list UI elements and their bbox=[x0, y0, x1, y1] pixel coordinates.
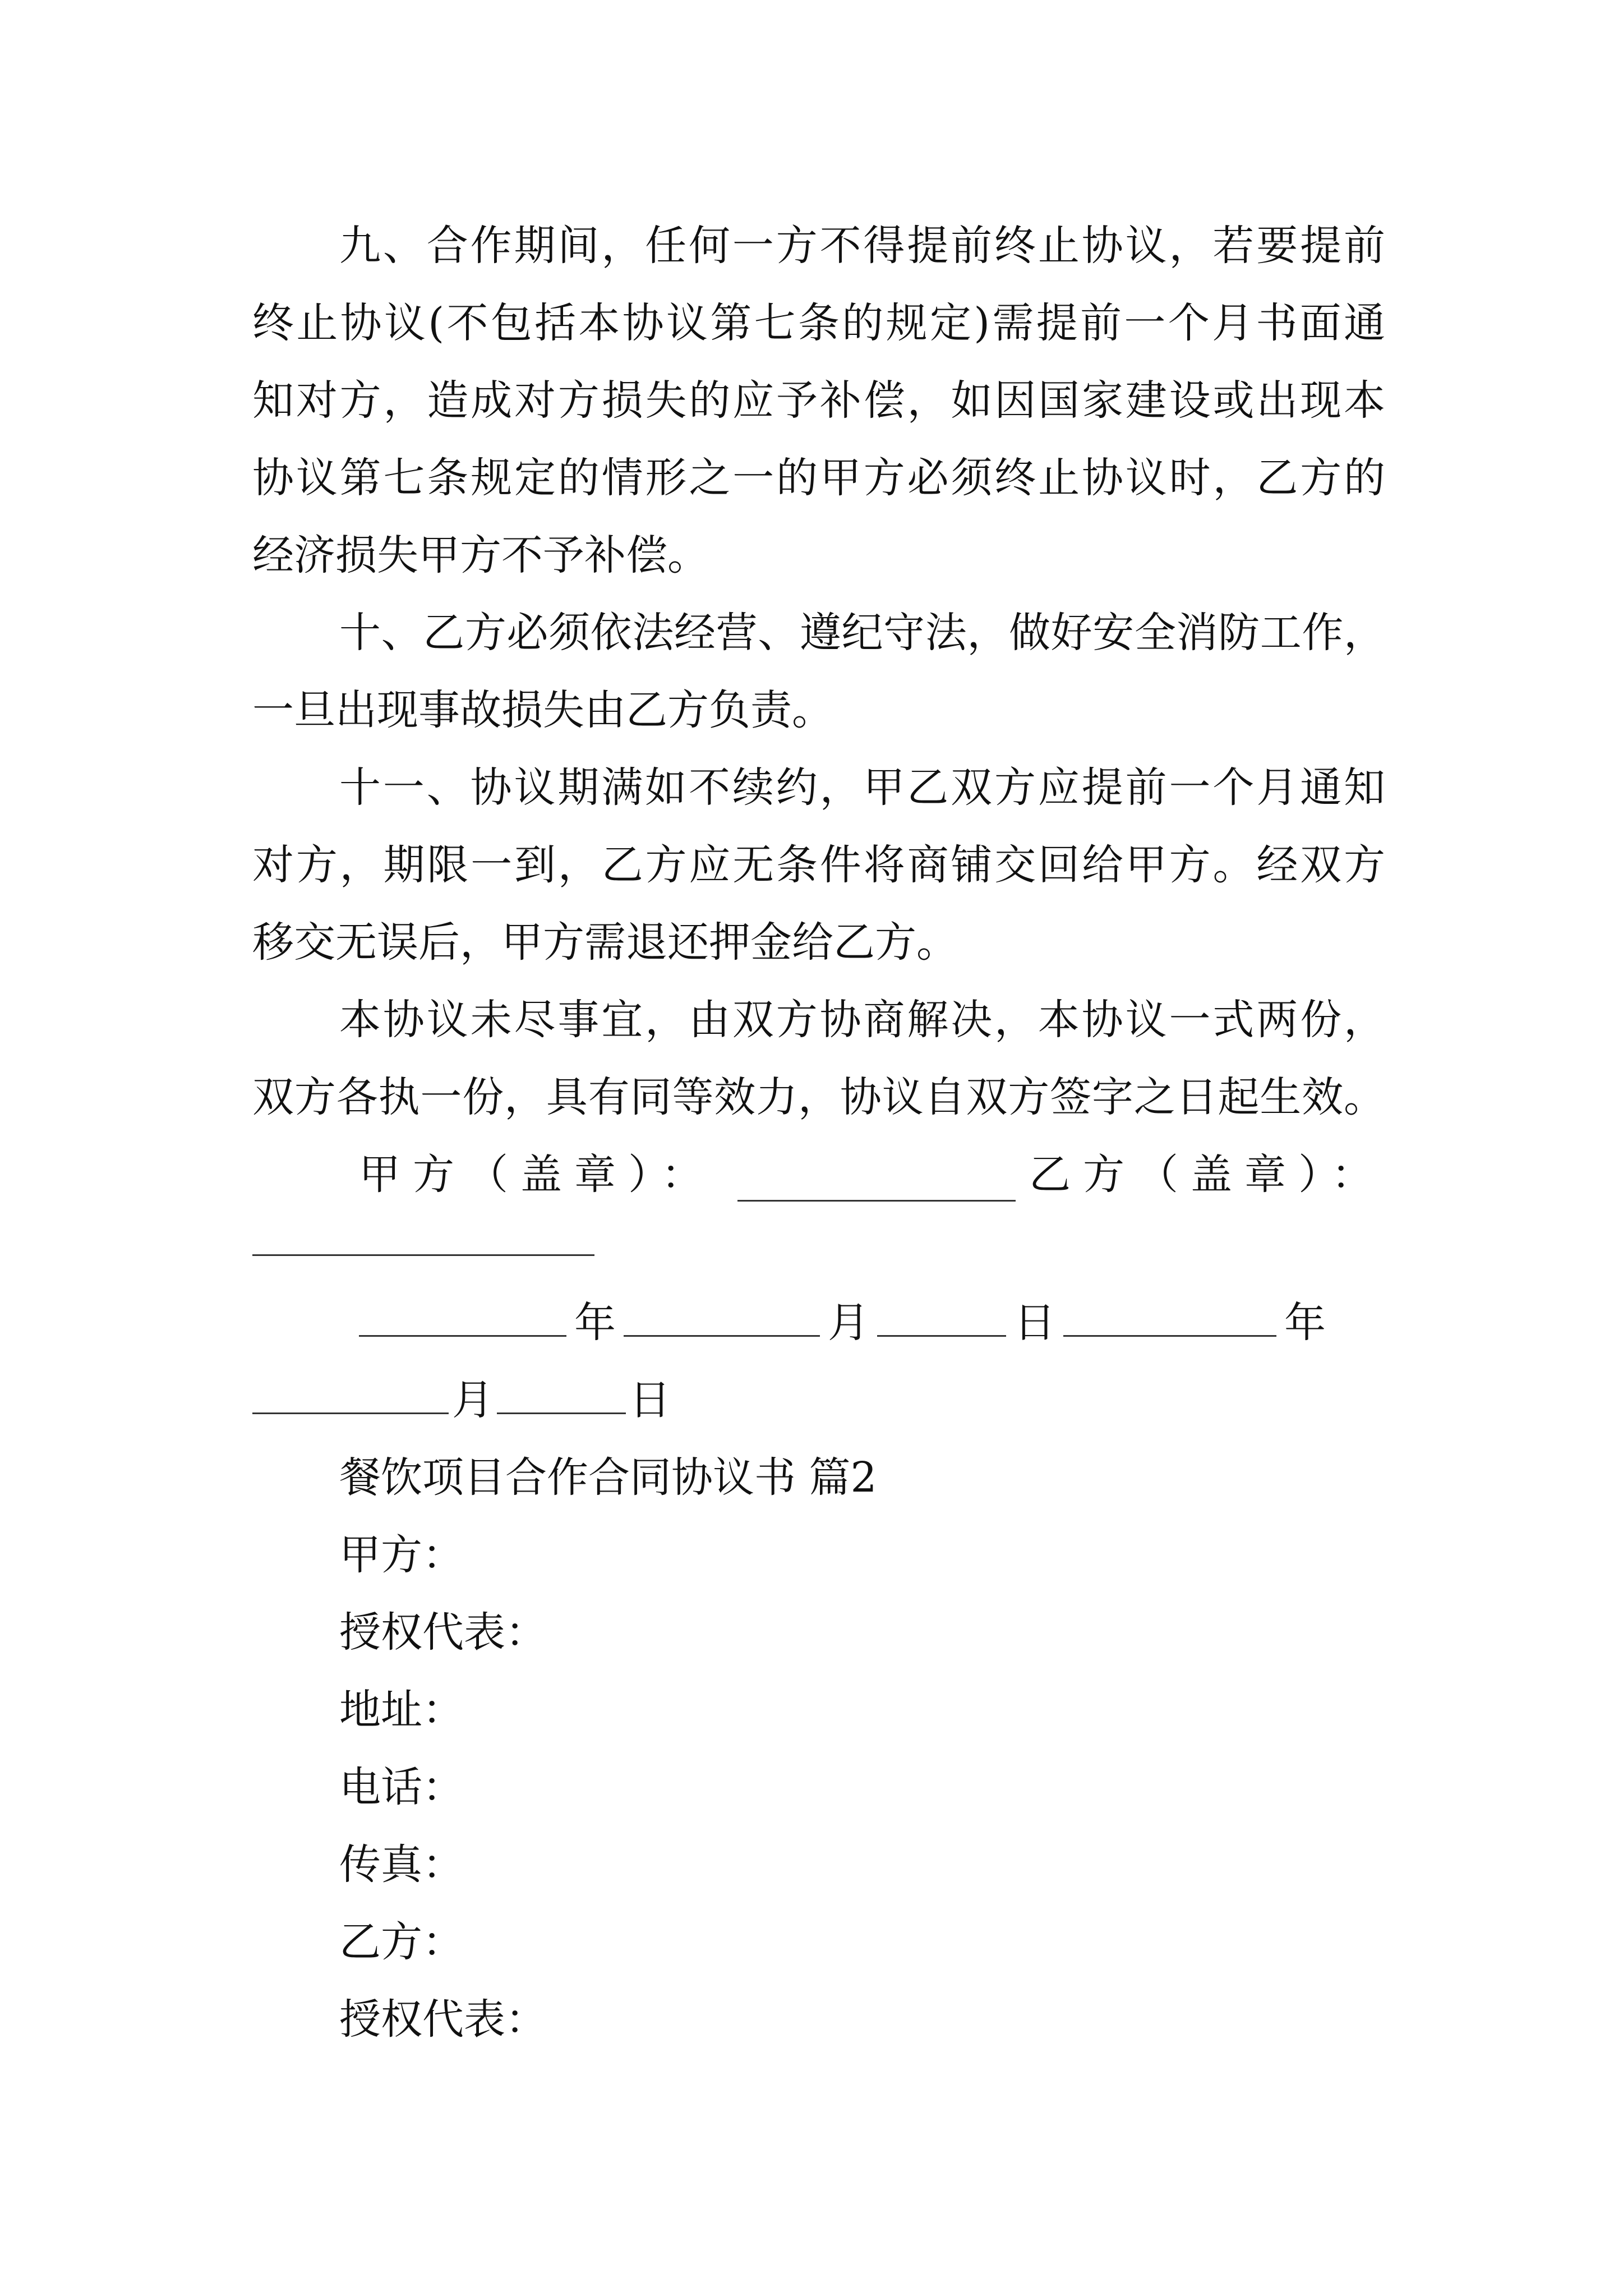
month-label-b: 月 bbox=[452, 1376, 494, 1424]
party-a-year-blank[interactable] bbox=[359, 1296, 566, 1337]
year-label-a: 年 bbox=[574, 1299, 616, 1347]
party-a-day-blank[interactable] bbox=[877, 1296, 1006, 1337]
clause-11-line-3: 移交无误后，甲方需退还押金给乙方。 bbox=[252, 918, 958, 967]
party-b-signature-blank[interactable] bbox=[252, 1254, 594, 1256]
field-address: 地址： bbox=[339, 1686, 464, 1734]
party-a-month-blank[interactable] bbox=[624, 1296, 820, 1337]
section-2-title: 餐饮项目合作合同协议书 篇2 bbox=[339, 1453, 877, 1502]
year-label-b: 年 bbox=[1284, 1299, 1326, 1347]
party-a-seal-label: 甲方（盖章）： bbox=[359, 1151, 715, 1199]
date-row-2 bbox=[252, 1373, 671, 1427]
month-label-a: 月 bbox=[828, 1299, 869, 1347]
clause-9-line-2: 终止协议(不包括本协议第七条的规定)需提前一个月书面通 bbox=[252, 299, 1385, 347]
closing-line-2: 双方各执一份，具有同等效力，协议自双方签字之日起生效。 bbox=[252, 1073, 1385, 1121]
closing-line-1: 本协议未尽事宜，由双方协商解决，本协议一式两份， bbox=[339, 996, 1385, 1044]
field-party-b: 乙方： bbox=[339, 1918, 464, 1966]
field-phone: 电话： bbox=[339, 1763, 464, 1811]
field-fax: 传真： bbox=[339, 1841, 464, 1889]
clause-10-line-1: 十、乙方必须依法经营、遵纪守法，做好安全消防工作， bbox=[339, 609, 1385, 657]
party-b-year-blank[interactable] bbox=[1063, 1296, 1276, 1337]
clause-9-line-5: 经济损失甲方不予补偿。 bbox=[252, 531, 709, 579]
day-label-a: 日 bbox=[1014, 1299, 1055, 1347]
party-b-day-blank[interactable] bbox=[497, 1373, 626, 1414]
clause-9-line-4: 协议第七条规定的情形之一的甲方必须终止协议时，乙方的 bbox=[252, 454, 1385, 502]
clause-11-line-1: 十一、协议期满如不续约，甲乙双方应提前一个月通知 bbox=[339, 763, 1385, 812]
party-b-seal-label: 乙方（盖章）： bbox=[1029, 1151, 1385, 1199]
field-party-a: 甲方： bbox=[339, 1531, 464, 1579]
clause-10-line-2: 一旦出现事故损失由乙方负责。 bbox=[252, 686, 833, 734]
field-authorized-rep-a: 授权代表： bbox=[339, 1608, 547, 1657]
party-a-signature-blank[interactable] bbox=[737, 1161, 1016, 1202]
party-b-month-blank[interactable] bbox=[252, 1373, 449, 1414]
signature-row bbox=[359, 1148, 1385, 1202]
clause-9-line-3: 知对方，造成对方损失的应予补偿，如因国家建设或出现本 bbox=[252, 376, 1385, 425]
date-row-1 bbox=[359, 1296, 1326, 1350]
clause-9-line-1: 九、合作期间，任何一方不得提前终止协议，若要提前 bbox=[339, 222, 1385, 270]
field-authorized-rep-b: 授权代表： bbox=[339, 1995, 547, 2044]
clause-11-line-2: 对方，期限一到，乙方应无条件将商铺交回给甲方。经双方 bbox=[252, 841, 1385, 889]
day-label-b: 日 bbox=[629, 1376, 671, 1424]
